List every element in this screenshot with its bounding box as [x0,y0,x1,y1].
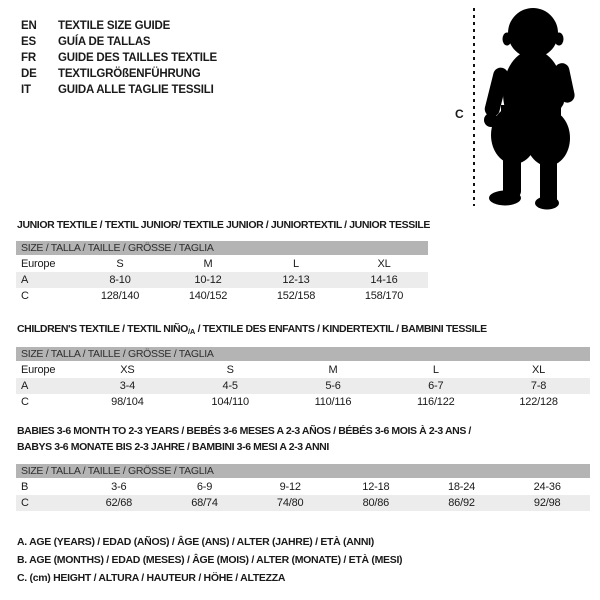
size-cell: 3-4 [119,380,136,392]
row-label: C [21,396,29,408]
size-cell: 12-18 [362,481,390,493]
size-cell: 68/74 [191,497,218,509]
size-cell: 18-24 [447,481,476,493]
size-cell: 140/152 [188,290,228,302]
size-cell: 98/104 [111,396,144,408]
size-cell: 5-6 [325,380,341,392]
size-cell: 116/122 [417,396,455,408]
legend-line-a: A. AGE (YEARS) / EDAD (AÑOS) / ÂGE (ANS) / ALTER (JAHRE) / ETÀ (ANNI) [17,536,374,548]
size-cell: S [226,364,234,376]
junior-size-table [16,241,428,304]
table-row-age-years [16,272,428,288]
size-cell: S [116,258,124,270]
language-code: DE [21,68,37,80]
size-cell: 4-5 [222,380,238,392]
size-cell: 62/68 [105,497,133,509]
size-cell: M [328,364,338,376]
size-cell: 104/110 [211,396,249,408]
size-cell: 12-13 [282,274,310,286]
size-cell: 86/92 [448,497,475,509]
legend-line-b: B. AGE (MONTHS) / EDAD (MESES) / ÂGE (MOIS) / ALTER (MONATE) / ETÀ (MESI) [17,554,403,566]
size-cell: 7-8 [530,380,547,392]
language-row-it [21,82,217,98]
size-cell: 122/128 [519,396,558,408]
size-cell: L [432,364,439,376]
size-cell: XS [120,364,135,376]
size-cell: 128/140 [100,290,140,302]
size-cell: L [293,258,299,270]
language-label: TEXTILGRÖßENFÜHRUNG [58,68,201,80]
size-cell: 110/116 [314,396,352,408]
table-row-height [16,394,590,410]
height-measure-label: C [455,107,464,121]
language-title-list [21,18,217,98]
size-cell: 80/86 [362,497,390,509]
size-cell: 6-7 [428,380,444,392]
size-cell: 24-36 [533,481,561,493]
table-row-age-years [16,378,590,394]
size-cell: XL [377,258,391,270]
language-label: GUIDA ALLE TAGLIE TESSILI [58,84,214,96]
language-row-es [21,34,217,50]
size-cell: 9-12 [279,481,301,493]
size-header-bar: SIZE / TALLA / TAILLE / GRÖSSE / TAGLIA [16,347,590,361]
size-cell: 14-16 [370,274,398,286]
table-row-europe [16,256,428,272]
language-code: EN [21,20,37,32]
children-title-post: / TEXTILE DES ENFANTS / KINDERTEXTIL / BAMBINI TESSILE [195,323,487,335]
table-row-height [16,495,590,511]
language-label: GUÍA DE TALLAS [58,36,151,48]
language-label: TEXTILE SIZE GUIDE [58,20,171,32]
row-label: A [21,274,29,286]
size-cell: M [203,258,213,270]
language-label: GUIDE DES TAILLES TEXTILE [58,52,217,64]
size-cell: 8-10 [109,274,131,286]
size-cell: 6-9 [196,481,213,493]
size-cell: 74/80 [276,497,304,509]
size-cell: 3-6 [111,481,127,493]
height-dotted-line [473,8,475,206]
row-label: Europe [21,364,56,376]
language-code: FR [21,52,36,64]
baby-silhouette-image [481,5,579,212]
children-size-table [16,347,590,410]
babies-title-line1: BABIES 3-6 MONTH TO 2-3 YEARS / BEBÉS 3-6 MESES A 2-3 AÑOS / BÉBÉS 3-6 MOIS À 2-3 ANS / [17,425,471,437]
language-code: ES [21,36,36,48]
legend-line-c: C. (cm) HEIGHT / ALTURA / HAUTEUR / HÖHE / ALTEZZA [17,572,286,584]
size-cell: XL [532,364,546,376]
language-code: IT [21,84,31,96]
language-row-en [21,18,217,34]
row-label: Europe [21,258,56,270]
language-row-fr [21,50,217,66]
table-row-europe [16,362,590,378]
size-cell: 152/158 [276,290,316,302]
table-row-age-months [16,479,590,495]
babies-section-title [17,423,471,455]
babies-title-line2: BABYS 3-6 MONATE BIS 2-3 JAHRE / BAMBINI 3-6 MESI A 2-3 ANNI [17,441,329,453]
size-cell: 158/170 [364,290,404,302]
table-row-height [16,288,428,304]
legend [17,533,402,587]
size-header-bar: SIZE / TALLA / TAILLE / GRÖSSE / TAGLIA [16,241,428,255]
children-title-subscript: /A [187,327,196,336]
children-title-pre: CHILDREN'S TEXTILE / TEXTIL NIÑO [17,323,188,335]
row-label: B [21,481,29,493]
children-section-title [17,321,487,340]
row-label: C [21,497,29,509]
row-label: C [21,290,29,302]
size-cell: 10-12 [194,274,222,286]
language-row-de [21,66,217,82]
babies-size-table [16,464,590,511]
junior-section-title: JUNIOR TEXTILE / TEXTIL JUNIOR/ TEXTILE JUNIOR / JUNIORTEXTIL / JUNIOR TESSILE [17,219,430,231]
size-cell: 92/98 [533,497,561,509]
row-label: A [21,380,29,392]
size-header-bar: SIZE / TALLA / TAILLE / GRÖSSE / TAGLIA [16,464,590,478]
